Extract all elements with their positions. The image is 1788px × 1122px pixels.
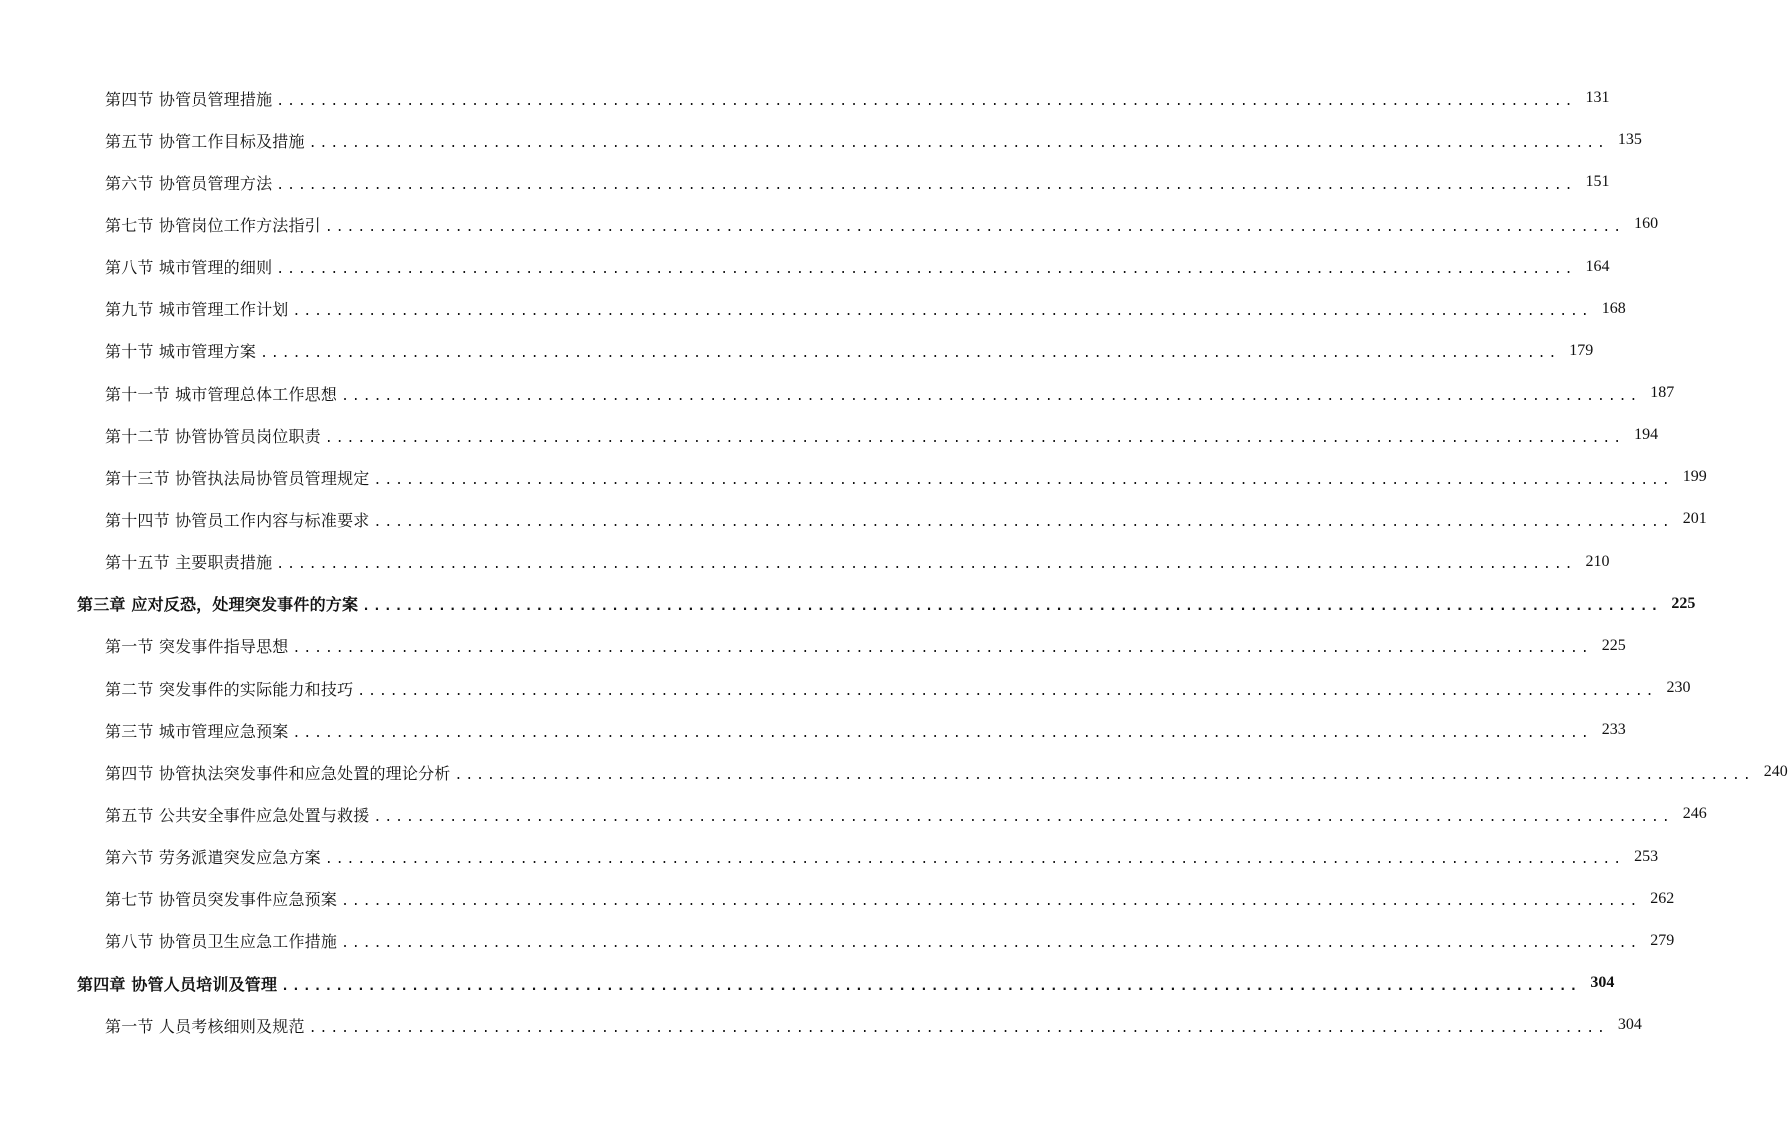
dot-leader: ........................................................................................................................ xyxy=(276,177,1576,193)
toc-entry-title: 第六节 协管员管理方法 xyxy=(105,173,273,193)
toc-entry[interactable] xyxy=(0,920,1675,962)
dot-leader: ........................................................................................................................ xyxy=(362,599,1662,615)
toc-entry-title: 第七节 协管岗位工作方法指引 xyxy=(105,215,321,235)
dot-leader: ........................................................................................................................ xyxy=(373,472,1673,488)
toc-entry-page: 151 xyxy=(1585,173,1610,191)
dot-leader: ........................................................................................................................ xyxy=(281,978,1581,994)
toc-entry[interactable] xyxy=(0,667,1691,709)
toc-entry[interactable] xyxy=(0,77,1610,119)
toc-entry[interactable] xyxy=(0,119,1642,161)
toc-entry-page: 225 xyxy=(1601,636,1626,654)
toc-entry-title: 第十一节 城市管理总体工作思想 xyxy=(105,384,338,404)
toc-entry-title: 第一节 人员考核细则及规范 xyxy=(105,1016,305,1036)
toc-entry-title: 第八节 协管员卫生应急工作措施 xyxy=(105,932,338,952)
toc-entry[interactable] xyxy=(0,203,1659,245)
toc-entry-title: 第五节 公共安全事件应急处置与救援 xyxy=(105,805,370,825)
toc-entry-title: 第十三节 协管执法局协管员管理规定 xyxy=(105,468,370,488)
toc-entry-page: 262 xyxy=(1650,889,1675,907)
dot-leader: ........................................................................................................................ xyxy=(308,1020,1608,1036)
toc-entry-page: 164 xyxy=(1585,257,1610,275)
toc-chapter-title: 第三章 应对反恐，处理突发事件的方案 xyxy=(77,595,359,615)
dot-leader: ........................................................................................................................ xyxy=(357,683,1657,699)
toc-entry-page: 201 xyxy=(1682,510,1707,528)
dot-leader: ........................................................................................................................ xyxy=(276,93,1576,109)
toc-entry-page: 194 xyxy=(1634,426,1659,444)
toc-entry-title: 第十五节 主要职责措施 xyxy=(105,553,273,573)
toc-entry-page: 135 xyxy=(1617,131,1642,149)
toc-entry-title: 第四节 协管员管理措施 xyxy=(105,89,273,109)
toc-entry-page: 240 xyxy=(1763,763,1788,781)
toc-chapter-title: 第四章 协管人员培训及管理 xyxy=(77,974,278,994)
toc-entry-page: 253 xyxy=(1634,847,1659,865)
dot-leader: ........................................................................................................................ xyxy=(324,852,1625,868)
toc-entry[interactable] xyxy=(0,246,1610,288)
toc-entry-title: 第六节 劳务派遣突发应急方案 xyxy=(105,848,321,868)
dot-leader: ........................................................................................................................ xyxy=(454,767,1754,783)
toc-entry-page: 230 xyxy=(1666,679,1691,697)
toc-chapter-page: 304 xyxy=(1590,974,1615,992)
toc-entry-title: 第十节 城市管理方案 xyxy=(105,342,257,362)
toc-entry[interactable] xyxy=(0,372,1675,414)
toc-entry[interactable] xyxy=(0,456,1707,498)
toc-entry[interactable] xyxy=(0,878,1675,920)
toc-entry[interactable] xyxy=(0,625,1626,667)
toc-entry-page: 131 xyxy=(1585,89,1610,107)
dot-leader: ........................................................................................................................ xyxy=(341,894,1641,910)
toc-entry[interactable] xyxy=(0,793,1707,835)
toc-entry[interactable] xyxy=(0,288,1626,330)
toc-entry-title: 第一节 突发事件指导思想 xyxy=(105,637,289,657)
dot-leader: ........................................................................................................................ xyxy=(292,304,1592,320)
toc-entry-title: 第九节 城市管理工作计划 xyxy=(105,300,289,320)
toc-entry-title: 第五节 协管工作目标及措施 xyxy=(105,131,305,151)
dot-leader: ........................................................................................................................ xyxy=(373,514,1673,530)
toc-entry[interactable] xyxy=(0,709,1626,751)
toc-entry-page: 304 xyxy=(1617,1016,1642,1034)
toc-entry-page: 233 xyxy=(1601,721,1626,739)
toc-entry[interactable] xyxy=(0,751,1788,793)
toc-entry-title: 第十四节 协管员工作内容与标准要求 xyxy=(105,510,370,530)
toc-entry[interactable] xyxy=(0,498,1707,540)
dot-leader: ........................................................................................................................ xyxy=(341,936,1641,952)
toc-entry-page: 279 xyxy=(1650,931,1675,949)
toc-entry-title: 第七节 协管员突发事件应急预案 xyxy=(105,890,338,910)
toc-entry-page: 168 xyxy=(1601,299,1626,317)
dot-leader: ........................................................................................................................ xyxy=(324,219,1625,235)
dot-leader: ........................................................................................................................ xyxy=(324,430,1625,446)
toc-entry-title: 第十二节 协管协管员岗位职责 xyxy=(105,426,321,446)
dot-leader: ........................................................................................................................ xyxy=(260,346,1560,362)
toc-entry-page: 210 xyxy=(1585,552,1610,570)
toc-entry[interactable] xyxy=(0,414,1659,456)
dot-leader: ........................................................................................................................ xyxy=(276,262,1576,278)
toc-entry-page: 199 xyxy=(1682,468,1707,486)
toc-entry-page: 187 xyxy=(1650,384,1675,402)
toc-entry[interactable] xyxy=(0,330,1594,372)
toc-entry-page: 160 xyxy=(1634,215,1659,233)
toc-entry-page: 246 xyxy=(1682,805,1707,823)
toc-entry-title: 第二节 突发事件的实际能力和技巧 xyxy=(105,679,354,699)
dot-leader: ........................................................................................................................ xyxy=(292,725,1592,741)
dot-leader: ........................................................................................................................ xyxy=(373,809,1673,825)
table-of-contents xyxy=(0,77,1788,1046)
toc-entry[interactable] xyxy=(0,1004,1642,1046)
toc-chapter-entry[interactable] xyxy=(0,583,1696,625)
toc-chapter-entry[interactable] xyxy=(0,962,1615,1004)
toc-entry[interactable] xyxy=(0,836,1659,878)
toc-entry-title: 第八节 城市管理的细则 xyxy=(105,258,273,278)
toc-entry[interactable] xyxy=(0,161,1610,203)
toc-entry-title: 第三节 城市管理应急预案 xyxy=(105,721,289,741)
dot-leader: ........................................................................................................................ xyxy=(341,388,1641,404)
toc-entry[interactable] xyxy=(0,541,1610,583)
toc-entry-page: 179 xyxy=(1569,341,1594,359)
toc-entry-title: 第四节 协管执法突发事件和应急处置的理论分析 xyxy=(105,763,451,783)
toc-chapter-page: 225 xyxy=(1671,594,1696,612)
dot-leader: ........................................................................................................................ xyxy=(292,641,1592,657)
dot-leader: ........................................................................................................................ xyxy=(308,135,1608,151)
dot-leader: ........................................................................................................................ xyxy=(276,557,1576,573)
